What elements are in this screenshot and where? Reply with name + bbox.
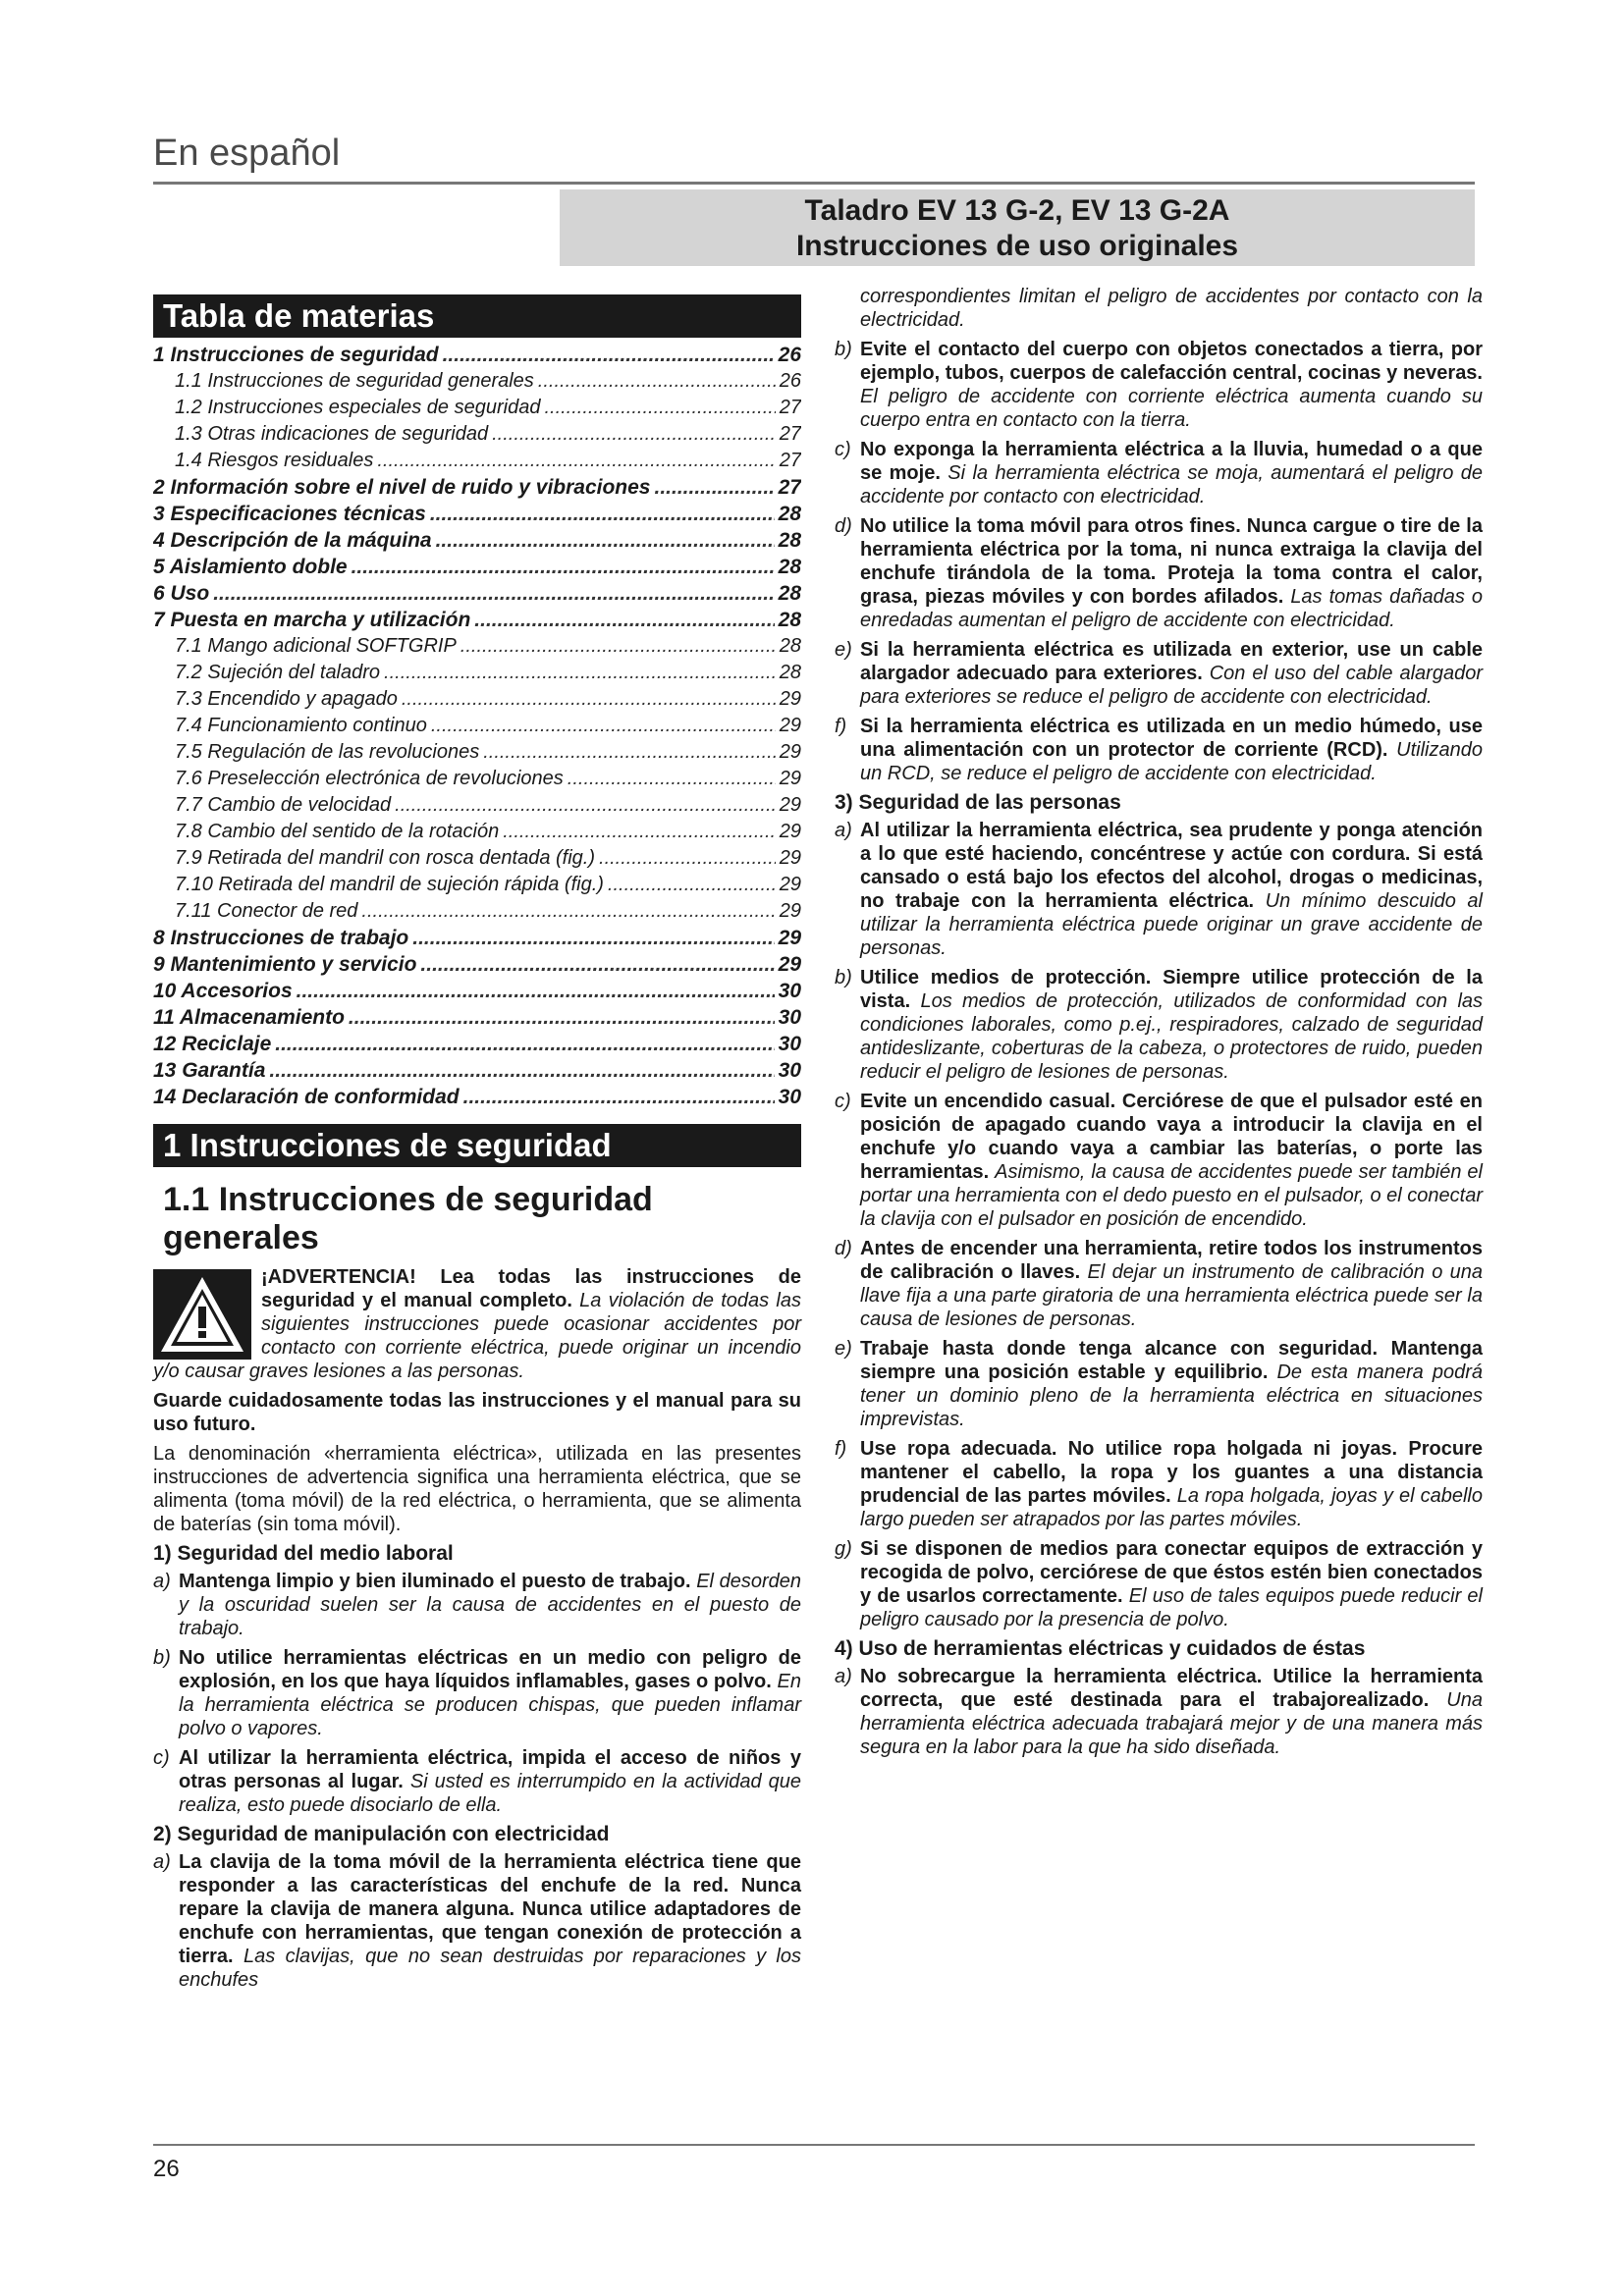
list-item: b) No utilice herramientas eléctricas en un medio con peligro de explosión, en los que haya líquidos inflamables, gases o polvo. En la herramienta eléctrica se producen chispas, que pueden inflamar polvo o vapores. <box>153 1647 801 1739</box>
toc-entry <box>153 609 801 635</box>
toc-entry-page: 30 <box>778 1033 801 1055</box>
toc-entry-page: 27 <box>779 450 801 471</box>
list-item: d) No utilice la toma móvil para otros fines. Nunca cargue o tire de la herramienta eléctrica por la toma, ni nunca extraiga la clavija del enchufe tirándola de la toma. Proteja la toma contra el calor, grasa, piezas móviles y con bordes afilados. Las tomas dañadas o enredadas aumentan el peligro de accidente con electricidad. <box>835 515 1483 631</box>
toc-leader <box>402 688 776 711</box>
toc-entry-page: 27 <box>779 397 801 418</box>
toc-entry <box>153 927 801 953</box>
toc-entry-label: 11 Almacenamiento <box>153 1006 345 1029</box>
toc-entry <box>153 847 801 874</box>
document-title: Taladro EV 13 G-2, EV 13 G-2A <box>804 194 1230 227</box>
toc-leader <box>443 344 775 367</box>
toc-entry <box>153 529 801 556</box>
toc-entry-label: 3 Especificaciones técnicas <box>153 503 426 525</box>
toc-entry-page: 28 <box>778 609 801 631</box>
warning-block <box>153 1265 801 1383</box>
toc-entry <box>153 900 801 927</box>
list-item: c) Evite un encendido casual. Cerciórese de que el pulsador esté en posición de apagado cuando vaya a introducir la clavija en el enchufe y/o cuando vaya a cambiar las baterías, o porte las herramientas. Asimismo, la causa de accidentes puede ser también el portar una herramienta con el dedo puesto en el pulsador, o el conectar la clavija con el pulsador en posición de encendido. <box>835 1091 1483 1230</box>
toc-entry-page: 29 <box>779 900 801 922</box>
toc-leader <box>608 874 776 896</box>
list-item: a) No sobrecargue la herramienta eléctrica. Utilice la herramienta correcta, que esté destinada para el trabajorealizado. Una herramienta eléctrica adecuada trabajará mejor y de una manera más segura en la labor para la que ha sido diseñada. <box>835 1666 1483 1758</box>
toc-entry-page: 27 <box>778 476 801 499</box>
subsection-1-title: 1) Seguridad del medio laboral <box>153 1542 454 1565</box>
list-item: c) No exponga la herramienta eléctrica a la lluvia, humedad o a que se moje. Si la herramienta eléctrica se moja, aumentará el peligro de accidente por contacto con electricidad. <box>835 439 1483 507</box>
toc-leader <box>395 794 776 817</box>
toc-leader <box>568 768 776 790</box>
toc-entry <box>153 980 801 1006</box>
toc-leader <box>599 847 776 870</box>
toc-leader <box>412 927 774 950</box>
toc-leader <box>430 503 775 526</box>
toc-entry-page: 29 <box>779 768 801 789</box>
toc-leader <box>269 1059 774 1083</box>
toc-entry-label: 7.8 Cambio del sentido de la rotación <box>175 821 500 842</box>
toc-leader <box>431 715 776 737</box>
toc-entry <box>153 768 801 794</box>
toc-leader <box>213 582 774 606</box>
toc-entry-page: 28 <box>778 503 801 525</box>
toc-entry-page: 28 <box>778 556 801 578</box>
subsection-2-title: 2) Seguridad de manipulación con electricidad <box>153 1823 610 1845</box>
toc-leader <box>460 635 776 658</box>
toc-entry-label: 1.2 Instrucciones especiales de seguridad <box>175 397 541 418</box>
section-1-1-heading: 1.1 Instrucciones de seguridad generales <box>163 1181 653 1256</box>
warning-triangle-icon <box>153 1269 251 1360</box>
toc-entry-label: 7.2 Sujeción del taladro <box>175 662 381 683</box>
toc-entry-label: 8 Instrucciones de trabajo <box>153 927 409 949</box>
toc-entry-label: 10 Accesorios <box>153 980 293 1002</box>
toc-entry <box>153 688 801 715</box>
list-item: f) Use ropa adecuada. No utilice ropa holgada ni joyas. Procure mantener el cabello, la ropa y los guantes a una distancia prudencial de las partes móviles. La ropa holgada, joyas y el cabello largo pueden ser atrapados por las partes móviles. <box>835 1438 1483 1530</box>
toc-entry <box>153 556 801 582</box>
toc-leader <box>352 556 775 579</box>
toc-entry-page: 29 <box>779 874 801 895</box>
toc-leader <box>297 980 775 1003</box>
toc-entry-label: 7.5 Regulación de las revoluciones <box>175 741 480 763</box>
list-item: b) Utilice medios de protección. Siempre utilice protección de la vista. Los medios de protección, utilizados de conformidad con las condiciones laborales, como p.ej., respiradores, calzado de seguridad antideslizante, coberturas de la cabeza, o protectores de ruido, pueden reducir el peligro de lesiones de personas. <box>835 967 1484 1083</box>
toc-entry-label: 7 Puesta en marcha y utilización <box>153 609 471 631</box>
toc-entry-label: 2 Información sobre el nivel de ruido y vibraciones <box>153 476 651 499</box>
toc-entry <box>153 1086 801 1112</box>
toc-entry-label: 13 Garantía <box>153 1059 266 1082</box>
toc-leader <box>275 1033 774 1056</box>
toc-entry <box>153 953 801 980</box>
toc-entry <box>153 821 801 847</box>
toc-entry-page: 29 <box>779 688 801 710</box>
keep-instructions: Guarde cuidadosamente todas las instrucciones y el manual para su uso futuro. <box>153 1390 801 1435</box>
toc-entry <box>153 1033 801 1059</box>
toc-entry-page: 28 <box>778 529 801 552</box>
toc-entry-page: 30 <box>778 980 801 1002</box>
definition-paragraph: La denominación «herramienta eléctrica», utilizada en las presentes instrucciones de advertencia significa una herramienta eléctrica, que se alimenta (toma móvil) de la red eléctrica, o herramienta, que se alimenta de baterías (sin toma móvil). <box>153 1443 801 1535</box>
warning-bold: ¡ADVERTENCIA! Lea todas las instrucciones de seguridad y el manual completo. <box>261 1266 801 1311</box>
toc-leader <box>463 1086 775 1109</box>
toc-entry <box>153 450 801 476</box>
toc-entry-page: 26 <box>778 344 801 366</box>
toc-entry <box>153 370 801 397</box>
toc-entry <box>153 635 801 662</box>
list-item: g) Si se disponen de medios para conectar equipos de extracción y recogida de polvo, cerciórese de que éstos estén bien conectados y de usarlos correctamente. El uso de tales equipos puede reducir el peligro causado por la presencia de polvo. <box>835 1538 1483 1630</box>
toc-entry <box>153 423 801 450</box>
toc-entry <box>153 794 801 821</box>
document-subtitle: Instrucciones de uso originales <box>795 230 1239 262</box>
list-item: a) La clavija de la toma móvil de la herramienta eléctrica tiene que responder a las características del enchufe de la red. Nunca repare la clavija de manera alguna. Nunca utilice adaptadores de enchufe con herramientas, que tengan conexión de protección a tierra. Las clavijas, que no sean destruidas por reparaciones y los enchufes <box>153 1851 801 1991</box>
toc-entry-page: 27 <box>779 423 801 445</box>
toc-entry-label: 5 Aislamiento doble <box>153 556 348 578</box>
toc-leader <box>420 953 774 977</box>
list-item: b) Evite el contacto del cuerpo con objetos conectados a tierra, por ejemplo, tubos, cuerpos de calefacción central, cocinas y neveras. El peligro de accidente con corriente eléctrica aumenta cuando su cuerpo entra en contacto con la tierra. <box>835 339 1483 431</box>
toc-entry-page: 30 <box>778 1006 801 1029</box>
toc-entry <box>153 476 801 503</box>
toc-entry-page: 30 <box>778 1059 801 1082</box>
toc-entry-label: 7.7 Cambio de velocidad <box>175 794 392 816</box>
toc-entry-label: 7.10 Retirada del mandril de sujeción rápida (fig.) <box>175 874 604 895</box>
toc-entry <box>153 582 801 609</box>
toc-entry <box>153 503 801 529</box>
toc-entry-label: 7.11 Conector de red <box>175 900 358 922</box>
toc-leader <box>492 423 776 446</box>
toc-entry-label: 12 Reciclaje <box>153 1033 272 1055</box>
toc-entry <box>153 874 801 900</box>
warning-italic: La violación de todas las siguientes instrucciones puede ocasionar accidentes por contacto con corriente eléctrica, puede originar un incendio y/o causar graves lesiones a las personas. <box>153 1290 801 1382</box>
toc-entry-label: 6 Uso <box>153 582 210 605</box>
toc-leader <box>654 476 774 500</box>
toc-entry-page: 26 <box>779 370 801 392</box>
toc-entry-label: 7.4 Funcionamiento continuo <box>175 715 427 736</box>
toc-entry-label: 7.3 Encendido y apagado <box>175 688 398 710</box>
table-of-contents <box>153 344 801 1112</box>
toc-leader <box>474 609 774 632</box>
toc-entry-page: 29 <box>779 794 801 816</box>
toc-leader <box>361 900 775 923</box>
toc-entry <box>153 397 801 423</box>
header-rule <box>153 182 1475 185</box>
list-item: e) Si la herramienta eléctrica es utilizada en exterior, use un cable alargador adecuado para exteriores. Con el uso del cable alargador para exteriores se reduce el peligro de accidente con electricidad. <box>835 639 1483 708</box>
toc-leader <box>384 662 776 684</box>
toc-entry-page: 29 <box>779 715 801 736</box>
toc-entry-page: 28 <box>778 582 801 605</box>
toc-entry-page: 28 <box>779 662 801 683</box>
toc-entry-page: 29 <box>779 741 801 763</box>
toc-leader <box>483 741 776 764</box>
toc-entry-page: 29 <box>779 847 801 869</box>
subsection-3-title: 3) Seguridad de las personas <box>835 791 1121 814</box>
toc-leader <box>544 397 775 419</box>
toc-entry <box>153 662 801 688</box>
toc-entry-label: 1.1 Instrucciones de seguridad generales <box>175 370 534 392</box>
toc-entry-page: 30 <box>778 1086 801 1108</box>
footer-rule <box>153 2144 1475 2146</box>
toc-entry <box>153 1006 801 1033</box>
toc-entry-label: 9 Mantenimiento y servicio <box>153 953 417 976</box>
toc-entry-label: 4 Descripción de la máquina <box>153 529 432 552</box>
toc-entry-label: 14 Declaración de conformidad <box>153 1086 460 1108</box>
toc-entry-label: 1.3 Otras indicaciones de seguridad <box>175 423 489 445</box>
toc-heading: Tabla de materias <box>153 294 801 338</box>
list-item: a) Mantenga limpio y bien iluminado el puesto de trabajo. El desorden y la oscuridad suelen ser la causa de accidentes en el puesto de trabajo. <box>153 1571 801 1639</box>
toc-entry-page: 28 <box>779 635 801 657</box>
toc-entry-page: 29 <box>779 821 801 842</box>
section-1-heading: 1 Instrucciones de seguridad <box>153 1124 801 1167</box>
language-label: En español <box>153 133 341 174</box>
toc-entry <box>153 741 801 768</box>
document-title-box <box>560 189 1475 266</box>
list-item: d) Antes de encender una herramienta, retire todos los instrumentos de calibración o llaves. El dejar un instrumento de calibración o una llave fija a una parte giratoria de una herramienta eléctrica puede ser la causa de lesiones de personas. <box>835 1238 1484 1330</box>
list-item: f) Si la herramienta eléctrica es utilizada en un medio húmedo, use una alimentación con un protector de corriente (RCD). Utilizando un RCD, se reduce el peligro de accidente con electricidad. <box>835 716 1483 784</box>
toc-entry <box>153 1059 801 1086</box>
toc-entry <box>153 715 801 741</box>
page-number: 26 <box>153 2156 180 2182</box>
list-item: c) Al utilizar la herramienta eléctrica, impida el acceso de niños y otras personas al lugar. Si usted es interrumpido en la actividad que realiza, esto puede disociarlo de ella. <box>153 1747 802 1816</box>
toc-entry-page: 29 <box>778 927 801 949</box>
toc-entry-label: 1 Instrucciones de seguridad <box>153 344 439 366</box>
toc-leader <box>538 370 776 393</box>
toc-entry-label: 7.9 Retirada del mandril con rosca dentada (fig.) <box>175 847 596 869</box>
toc-leader <box>436 529 775 553</box>
list-item-continued: correspondientes limitan el peligro de accidentes por contacto con la electricidad. <box>860 286 1483 331</box>
toc-entry-label: 7.6 Preselección electrónica de revoluciones <box>175 768 564 789</box>
toc-entry-label: 7.1 Mango adicional SOFTGRIP <box>175 635 457 657</box>
subsection-4-title: 4) Uso de herramientas eléctricas y cuidados de éstas <box>835 1637 1366 1660</box>
toc-leader <box>349 1006 775 1030</box>
toc-leader <box>377 450 775 472</box>
toc-entry-page: 29 <box>778 953 801 976</box>
toc-entry <box>153 344 801 370</box>
list-item: a) Al utilizar la herramienta eléctrica, sea prudente y ponga atención a lo que esté haciendo, concéntrese y actúe con cordura. Si está cansado o está bajo los efectos del alcohol, drogas o medicinas, no trabaje con la herramienta eléctrica. Un mínimo descuido al utilizar la herramienta eléctrica puede originar un grave accidente de personas. <box>835 820 1483 959</box>
toc-entry-label: 1.4 Riesgos residuales <box>175 450 374 471</box>
toc-leader <box>503 821 776 843</box>
left-column <box>153 294 801 1998</box>
list-item: e) Trabaje hasta donde tenga alcance con seguridad. Mantenga siempre una posición estable y equilibrio. De esta manera podrá tener un dominio pleno de la herramienta eléctrica en situaciones imprevistas. <box>835 1338 1483 1430</box>
right-column <box>835 285 1483 1765</box>
